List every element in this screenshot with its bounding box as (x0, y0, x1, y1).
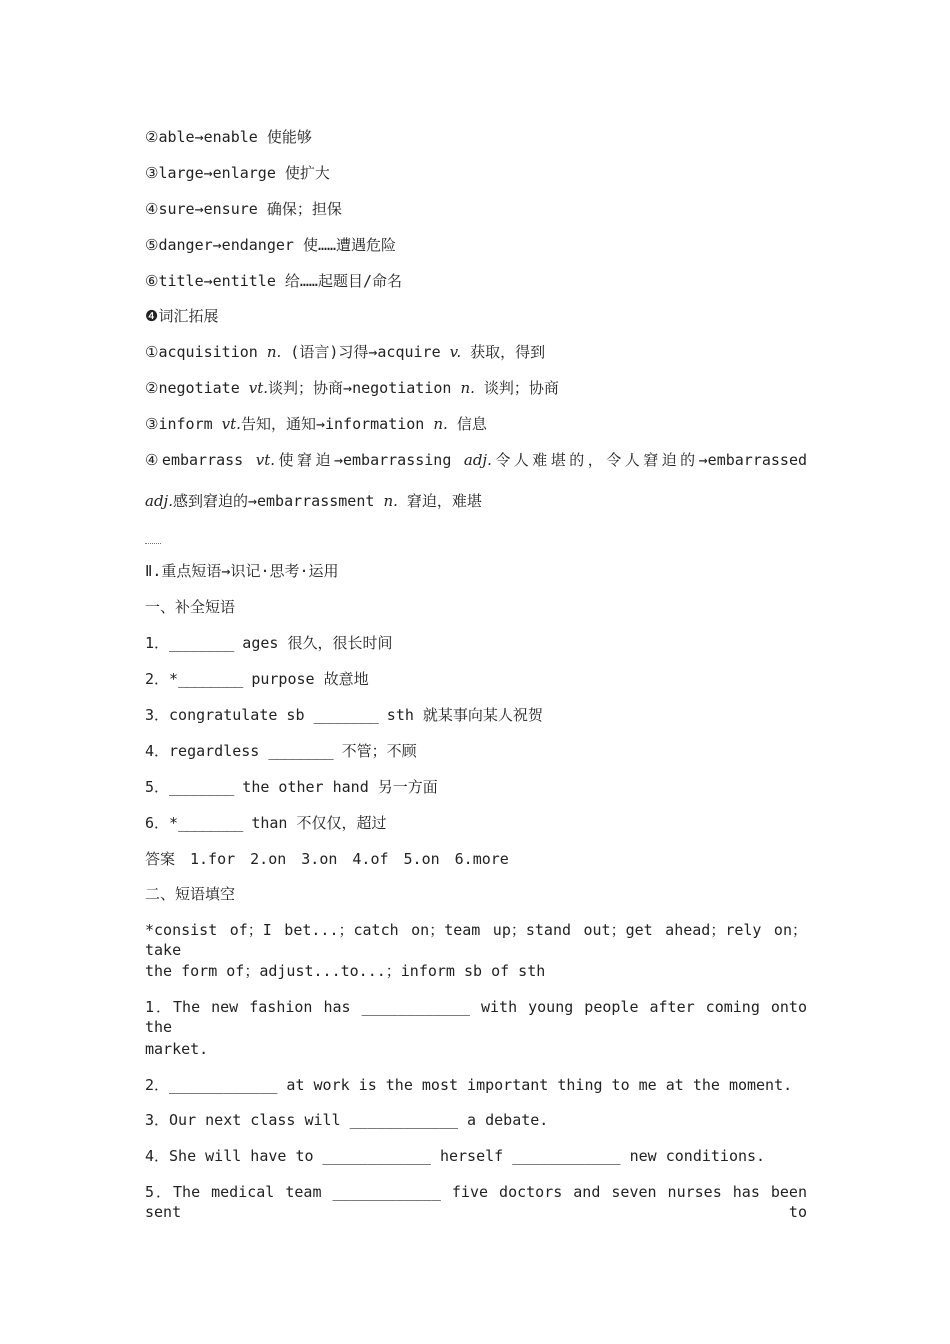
phrase-number: 1． (145, 634, 170, 652)
phrase-meaning: purpose 故意地 (242, 670, 369, 688)
phrase-meaning: ages 很久，很长时间 (233, 634, 393, 652)
phrase-blank[interactable]: ________ (313, 706, 378, 724)
vocab-item-acquisition (145, 342, 807, 362)
phrase-number: 2． (145, 670, 170, 688)
phrase-prefix: * (169, 814, 179, 832)
vocab-word: ③inform (145, 415, 222, 433)
phrase-number: 4． (145, 742, 170, 760)
vocab-meaning: 谈判；协商 (474, 379, 559, 397)
vocab-item-embarrass-line1 (145, 450, 807, 470)
item-danger: ⑤danger→endanger 使……遭遇危险 (145, 236, 397, 254)
phrase-blank[interactable]: ________ (268, 742, 333, 760)
phrase-number: 3． (145, 706, 170, 724)
part-of-speech: vt. (255, 451, 276, 469)
fill-question-1-line-1: 1．The new fashion has ____________ with young people after coming onto the (145, 998, 807, 1036)
vocab-meaning: 使窘迫→embarrassing (275, 451, 464, 469)
fill-question-1-line-2: market. (145, 1040, 209, 1058)
section-divider (145, 543, 161, 544)
part-of-speech: vt. (248, 379, 269, 397)
phrase-item-3 (145, 705, 807, 725)
vocab-item-inform (145, 414, 807, 434)
word-bank-line-2: the form of；adjust...to...；inform sb of sth (145, 962, 546, 980)
phrase-meaning: the other hand 另一方面 (233, 778, 438, 796)
vocab-word: ①acquisition (145, 343, 267, 361)
vocab-word: ④embarrass (145, 451, 256, 469)
item-able: ②able→enable 使能够 (145, 128, 312, 146)
phrase-number: 5． (145, 778, 170, 796)
phrase-item-1 (145, 633, 807, 653)
vocab-item-negotiate (145, 378, 807, 398)
phrase-prefix: * (169, 670, 179, 688)
fill-question-2: 2．____________ at work is the most important thing to me at the moment. (145, 1076, 793, 1094)
phrase-item-2 (145, 669, 807, 689)
vocab-meaning: 获取，得到 (461, 343, 546, 361)
part-of-speech: v. (449, 343, 462, 361)
vocab-meaning: 告知，通知→information (240, 415, 434, 433)
part-of-speech: n. (460, 379, 475, 397)
phrase-blank[interactable]: ________ (178, 814, 243, 832)
phrase-blank[interactable]: ________ (178, 670, 243, 688)
fill-question-4: 4．She will have to ____________ herself ____________ new conditions. (145, 1147, 766, 1165)
vocab-item-embarrass-line2 (145, 491, 807, 511)
item-large: ③large→enlarge 使扩大 (145, 164, 330, 182)
answer-line: 答案 1.for 2.on 3.on 4.of 5.on 6.more (145, 850, 509, 868)
part-of-speech: adj. (463, 451, 492, 469)
part2-title: Ⅱ.重点短语→识记·思考·运用 (145, 562, 339, 580)
part-of-speech: n. (383, 492, 398, 510)
part2-subheading-fill-phrases: 二、短语填空 (145, 885, 236, 903)
part-of-speech: adj. (145, 492, 173, 510)
phrase-meaning: sth 就某事向某人祝贺 (377, 706, 543, 724)
vocab-meaning: 令人难堪的，令人窘迫的→embarrassed (491, 451, 808, 469)
vocab-meaning: 谈判；协商→negotiation (268, 379, 461, 397)
part2-subheading-complete-phrases: 一、补全短语 (145, 598, 236, 616)
section4-heading: ❹词汇拓展 (145, 307, 219, 325)
vocab-meaning: 信息 (447, 415, 487, 433)
part-of-speech: n. (433, 415, 448, 433)
vocab-meaning: (语言)习得→acquire (281, 343, 450, 361)
phrase-item-6 (145, 813, 807, 833)
phrase-item-4 (145, 741, 807, 761)
fill-question-5: 5．The medical team ____________ five doctors and seven nurses has been sent to (145, 1183, 807, 1221)
vocab-meaning: 感到窘迫的→embarrassment (172, 492, 384, 510)
part-of-speech: vt. (221, 415, 241, 433)
fill-question-3: 3．Our next class will ____________ a debate. (145, 1111, 549, 1129)
phrase-meaning: 不管；不顾 (332, 742, 417, 760)
phrase-number: 6． (145, 814, 170, 832)
item-title: ⑥title→entitle 给……起题目/命名 (145, 272, 402, 290)
phrase-blank[interactable]: ________ (169, 778, 234, 796)
phrase-prefix: congratulate sb (169, 706, 314, 724)
vocab-word: ②negotiate (145, 379, 249, 397)
phrase-blank[interactable]: ________ (169, 634, 234, 652)
item-sure: ④sure→ensure 确保；担保 (145, 200, 342, 218)
vocab-meaning: 窘迫，难堪 (397, 492, 482, 510)
phrase-meaning: than 不仅仅，超过 (242, 814, 387, 832)
phrase-item-5 (145, 777, 807, 797)
word-bank-line-1: *consist of；I bet...；catch on；team up；stand out；get ahead；rely on；take (145, 921, 807, 959)
phrase-prefix: regardless (169, 742, 269, 760)
part-of-speech: n. (266, 343, 282, 361)
